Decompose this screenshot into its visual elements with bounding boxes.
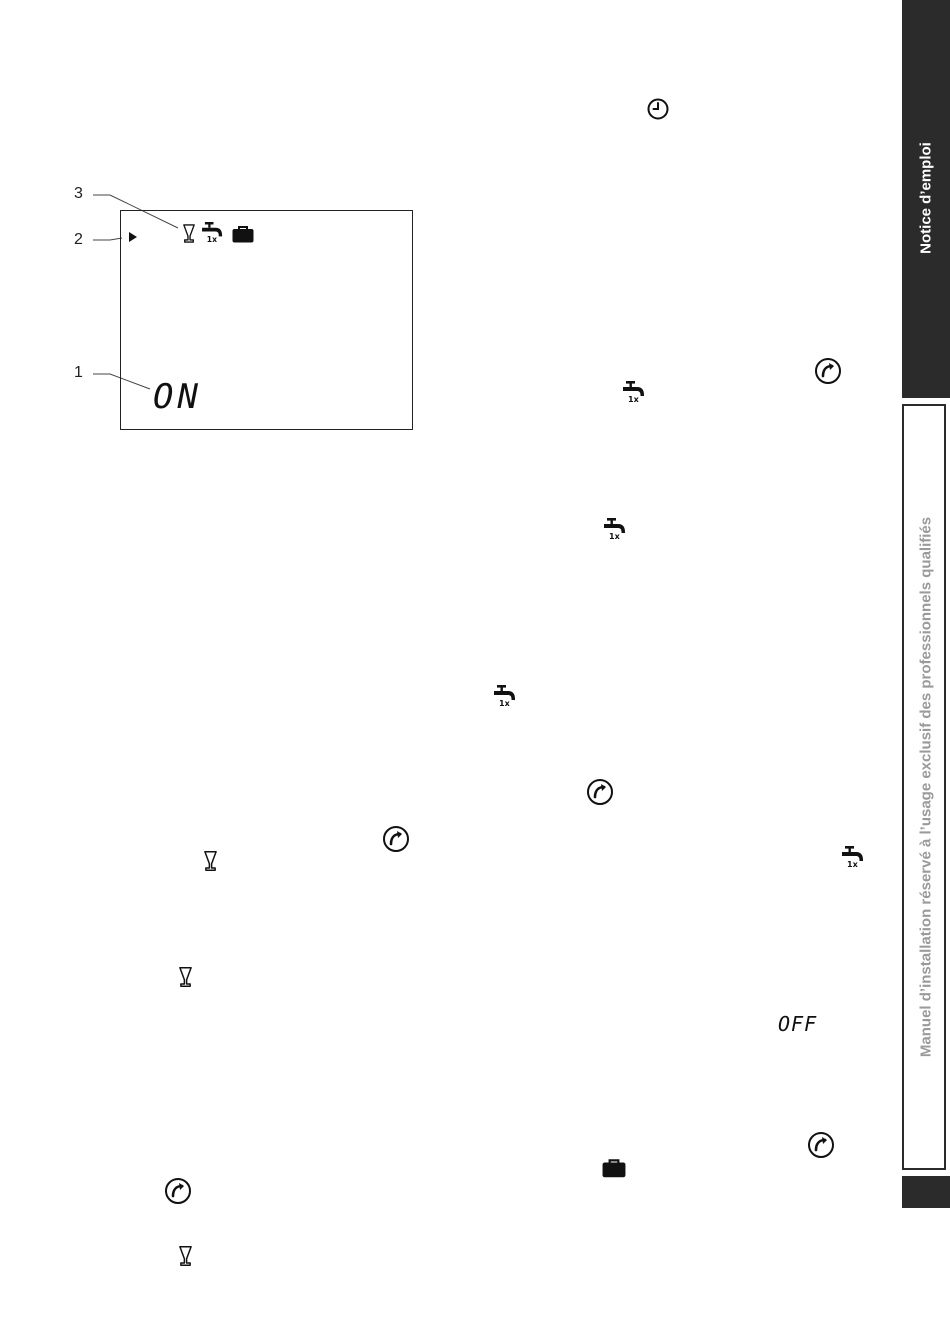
glass-icon [183, 224, 195, 243]
callout-number-3: 3 [74, 185, 83, 202]
tap-1x-icon [622, 381, 648, 403]
next-button-icon [164, 1177, 192, 1205]
tap-1x-icon [493, 685, 519, 707]
suitcase-icon [602, 1158, 626, 1178]
glass-icon [179, 966, 192, 988]
next-button-icon [814, 357, 842, 385]
tab-installation-manual-label: Manuel d’installation réservé à l’usage exclusif des professionnels qualifiés [917, 516, 935, 1058]
next-button-icon [586, 778, 614, 806]
tap-1x-icon [603, 518, 629, 540]
glass-icon [204, 850, 217, 872]
tap-1x-icon [841, 846, 867, 868]
play-arrow-icon [128, 231, 138, 243]
tab-user-manual-label: Notice d’emploi [917, 142, 935, 254]
tab-footer-block [902, 1176, 950, 1208]
suitcase-icon [232, 225, 254, 243]
lcd-display-value: ON [153, 377, 202, 417]
clock-icon [646, 97, 670, 121]
off-display-value: OFF [778, 1012, 818, 1036]
callout-number-2: 2 [74, 231, 83, 248]
next-button-icon [382, 825, 410, 853]
next-button-icon [807, 1131, 835, 1159]
tap-1x-icon [201, 222, 226, 243]
callout-number-1: 1 [74, 364, 83, 381]
glass-icon [179, 1245, 192, 1267]
